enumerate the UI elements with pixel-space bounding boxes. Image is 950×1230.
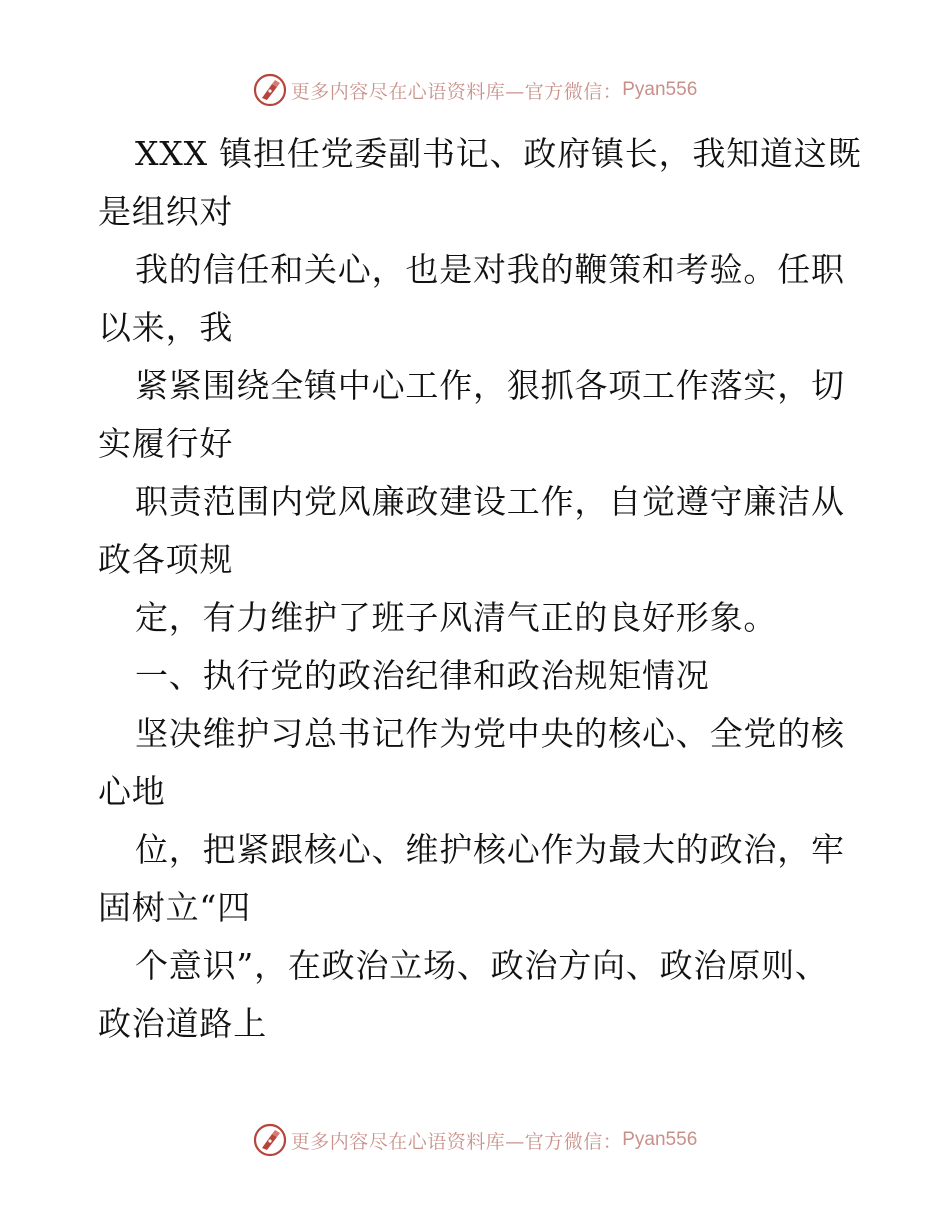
body-line: 坚决维护习总书记作为党中央的核心、全党的核 (135, 714, 845, 753)
section-heading: 一、执行党的政治纪律和政治规矩情况 (135, 656, 710, 695)
body-line: 固树立“四 (98, 888, 251, 927)
body-line: 心地 (98, 772, 166, 811)
watermark-text: 更多内容尽在心语资料库—官方微信： (290, 1130, 623, 1153)
body-line: 是组织对 (98, 192, 234, 231)
body-line: 政治道路上 (98, 1004, 267, 1043)
body-line: 我的信任和关心，也是对我的鞭策和考验。任职 (135, 250, 845, 289)
pen-nib-logo-icon (253, 1123, 287, 1157)
body-line: 定，有力维护了班子风清气正的良好形象。 (135, 598, 778, 637)
header-watermark (0, 70, 950, 110)
footer-watermark (0, 1120, 950, 1160)
body-line: 职责范围内党风廉政建设工作，自觉遵守廉洁从 (135, 482, 845, 521)
body-line: 紧紧围绕全镇中心工作，狠抓各项工作落实，切 (135, 366, 845, 405)
body-line: 政各项规 (98, 540, 234, 579)
body-line: 位，把紧跟核心、维护核心作为最大的政治，牢 (135, 830, 845, 869)
watermark-handle: Pyan556 (622, 79, 698, 100)
body-line: XXX 镇担任党委副书记、政府镇长，我知道这既 (135, 134, 862, 173)
body-line: 实履行好 (98, 424, 234, 463)
body-line: 以来，我 (98, 308, 234, 347)
watermark-handle: Pyan556 (622, 1129, 698, 1150)
pen-nib-logo-icon (253, 73, 287, 107)
document-body (98, 125, 862, 1053)
body-line: 个意识”，在政治立场、政治方向、政治原则、 (135, 946, 829, 985)
watermark-text: 更多内容尽在心语资料库—官方微信： (290, 80, 623, 103)
